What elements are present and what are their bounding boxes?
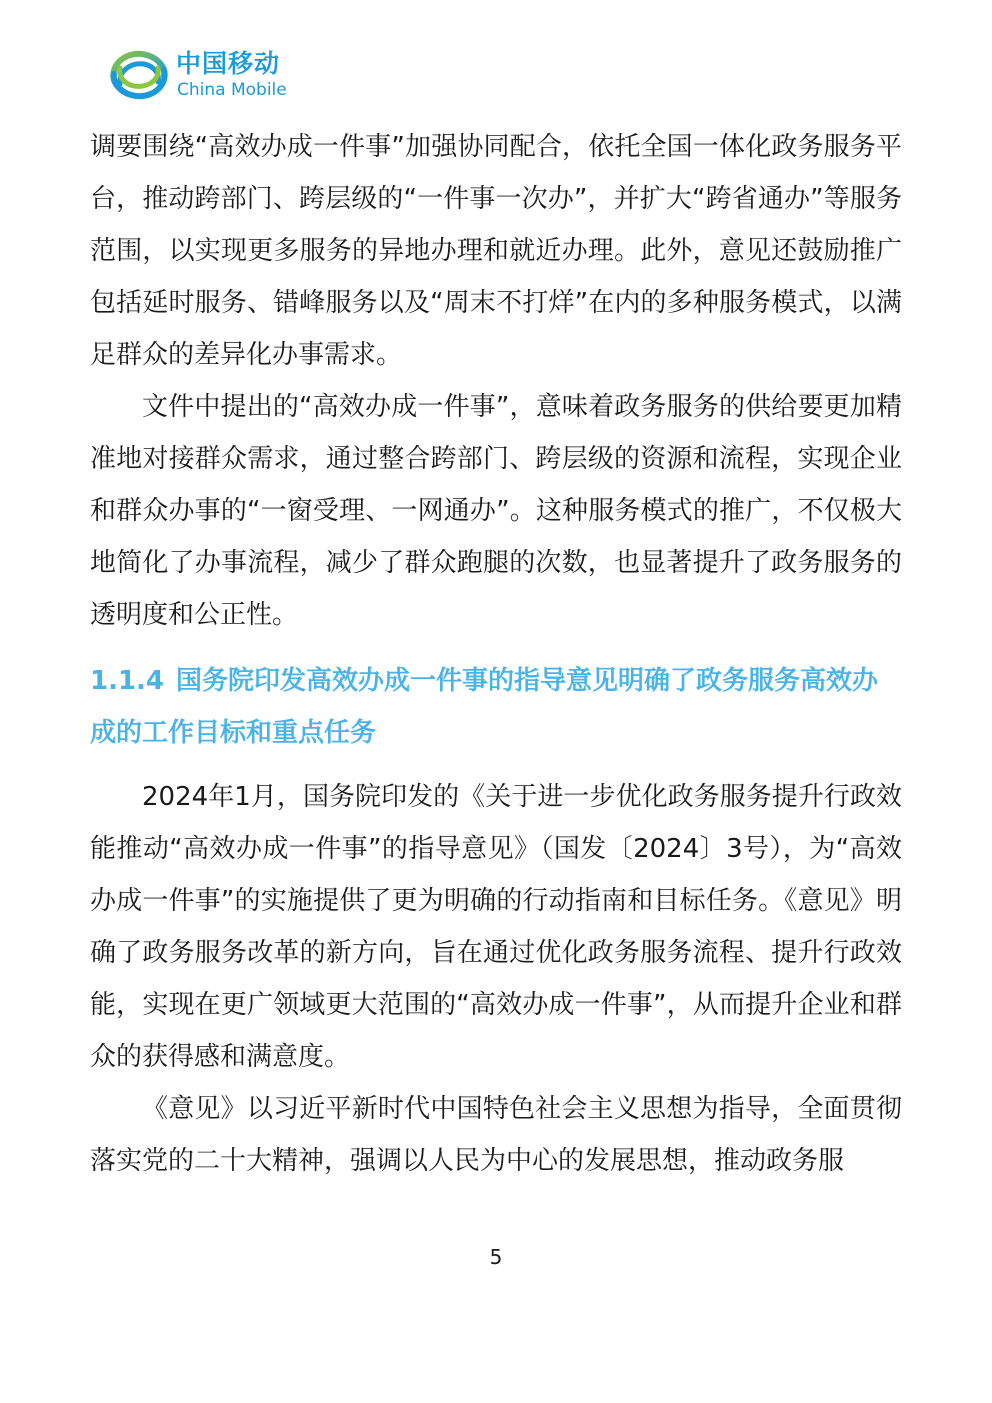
document-body: [90, 121, 902, 1187]
logo-english-text: China Mobile: [177, 80, 287, 100]
china-mobile-logo-icon: [108, 46, 170, 104]
section-heading: [90, 655, 902, 759]
header-logo: [108, 46, 308, 106]
logo-chinese-text: 中国移动: [176, 49, 281, 78]
paragraph-continued: 调要围绕“高效办成一件事”加强协同配合，依托全国一体化政务服务平台，推动跨部门、跨层级的“一件事一次办”，并扩大“跨省通办”等服务范围，以实现更多服务的异地办理和就近办理。此外，意见还鼓励推广包括延时服务、错峰服务以及“周末不打烊”在内的多种服务模式，以满足群众的差异化办事需求。: [90, 132, 902, 370]
page-number: 5: [489, 1245, 503, 1269]
paragraph: 《意见》以习近平新时代中国特色社会主义思想为指导，全面贯彻落实党的二十大精神，强调以人民为中心的发展思想，推动政务服: [90, 1094, 902, 1176]
section-title: 国务院印发高效办成一件事的指导意见明确了政务服务高效办成的工作目标和重点任务: [90, 666, 879, 748]
paragraph: 文件中提出的“高效办成一件事”，意味着政务服务的供给要更加精准地对接群众需求，通过整合跨部门、跨层级的资源和流程，实现企业和群众办事的“一窗受理、一网通办”。这种服务模式的推广，不仅极大地简化了办事流程，减少了群众跑腿的次数，也显著提升了政务服务的透明度和公正性。: [90, 392, 902, 630]
section-number: 1.1.4: [90, 666, 165, 696]
paragraph: 2024年1月，国务院印发的《关于进一步优化政务服务提升行政效能推动“高效办成一件事”的指导意见》（国发〔2024〕3号），为“高效办成一件事”的实施提供了更为明确的行动指南和目标任务。《意见》明确了政务服务改革的新方向，旨在通过优化政务服务流程、提升行政效能，实现在更广领域更大范围的“高效办成一件事”，从而提升企业和群众的获得感和满意度。: [90, 782, 902, 1072]
